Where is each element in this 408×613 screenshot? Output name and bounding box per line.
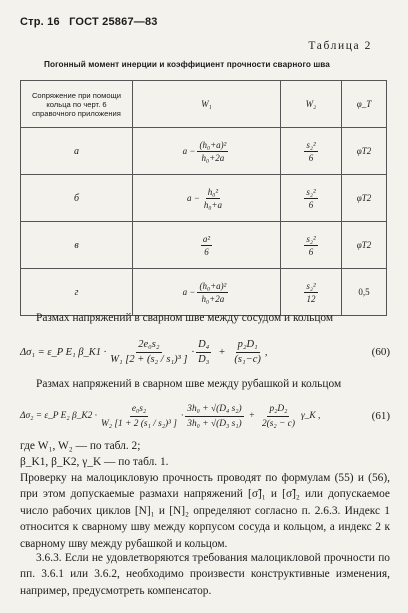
w2-denominator: 6: [308, 152, 314, 163]
w1-formula: [183, 140, 231, 163]
w1-left: a −: [182, 146, 196, 156]
standard-code: ГОСТ 25867—83: [69, 16, 158, 28]
eq61-f1-den-a: W₂ [1 +: [101, 418, 132, 429]
w1-numerator: (h₀+a)²: [199, 139, 227, 150]
header-w1: W₁: [133, 81, 281, 128]
eq60-f1-denominator: [108, 353, 189, 366]
w2-numerator: s₂²: [306, 139, 316, 150]
w1-denominator: h₀+2a: [201, 293, 225, 304]
table-title: Погонный момент инерции и коэффициент прочности сварного шва: [44, 60, 330, 69]
w2-cell: [281, 269, 342, 316]
w1-numerator: h₀²: [207, 186, 219, 197]
w1-fraction: [197, 140, 228, 163]
w2-numerator: s₂²: [306, 186, 316, 197]
w1-left: a −: [182, 287, 196, 297]
phi-value: φT2: [356, 240, 372, 250]
paragraph-weld-jacket-ring: Размах напряжений в сварном шве между рубашкой и кольцом: [36, 378, 342, 390]
equation-61: [20, 396, 390, 436]
w1-denominator: h₀+2a: [201, 152, 225, 163]
phi-value: 0,5: [358, 287, 370, 297]
phi-cell: [342, 269, 387, 316]
eq61-f1-denominator: [99, 417, 179, 430]
eq60-f1-den-a: W₁ [2 +: [110, 353, 145, 365]
table-2: [20, 80, 387, 316]
w1-denominator: 6: [204, 246, 209, 257]
phi-value: φT2: [356, 193, 372, 203]
w2-cell: [281, 128, 342, 175]
paragraph-weld-vessel-ring: Размах напряжений в сварном шве между сосудом и кольцом: [36, 312, 334, 324]
equation-60: [20, 332, 390, 372]
table-row: [21, 222, 387, 269]
eq60-f1-numerator: 2e₀s₂: [136, 339, 161, 353]
header-w2: W₂: [281, 81, 342, 128]
table-number: Таблица 2: [308, 40, 372, 52]
w2-denominator: 12: [306, 293, 316, 304]
w1-numerator: (h₀+a)²: [199, 280, 227, 291]
header-phi: φ_T: [342, 81, 387, 128]
eq60-f3-denominator: (s₁−c): [234, 353, 261, 365]
phi-cell: [342, 222, 387, 269]
eq60-lhs: Δσ₁ = ε_P E₁ β_K1 ·: [20, 346, 107, 358]
paragraph-3-6-3: 3.6.3. Если не удовлетворяются требования малоцикловой прочности по пп. 3.6.1 или 3.6.2, необходимо произвести конструктивные изменения, например, предусмотреть компенсатор.: [20, 552, 390, 597]
eq60-dot: ·: [191, 346, 195, 358]
eq61-f1-numerator: e₀s₂: [130, 403, 148, 417]
eq60-fraction-1: [108, 339, 189, 366]
row-label: г: [21, 269, 133, 316]
row-label: б: [21, 175, 133, 222]
phi-cell: [342, 128, 387, 175]
w2-fraction: [304, 187, 317, 210]
eq60-f2-denominator: D₃: [198, 353, 210, 365]
eq61-f3-numerator: p₂D₂: [267, 403, 289, 417]
legend-line-w: где W₁, W₂ — по табл. 2;: [20, 440, 141, 452]
w1-fraction: [201, 234, 212, 257]
w2-denominator: 6: [308, 246, 314, 257]
legend-block: [20, 438, 390, 471]
table-row: [21, 175, 387, 222]
eq61-dot: ·: [180, 411, 184, 421]
w1-cell: [133, 128, 281, 175]
w1-cell: [133, 175, 281, 222]
w1-cell: [133, 222, 281, 269]
paragraph-low-cycle-check: Проверку на малоцикловую прочность проводят по формулам (55) и (56), при этом допускаемые размахи напряжений [σ̃]₁ и [σ̃]₂ или допускаемое число рабочих циклов [N]₁ и [N]₂ определяют согласно п. 2.6.3. Индекс 1 относится к сварному шву между корпусом сосуда и кольцом, а индекс 2 к сварному шву между рубашкой и кольцом.: [20, 472, 390, 550]
eq60-f2-numerator: D₄: [196, 339, 211, 353]
eq60-f1-den-b: (s₂ / s₁)³ ]: [146, 353, 188, 365]
eq61-tail: γ_K ,: [300, 411, 321, 421]
legend-line-beta: β_K1, β_K2, γ_K — по табл. 1.: [20, 456, 169, 469]
w1-denominator: h₀+a: [203, 199, 223, 210]
table-row: [21, 128, 387, 175]
w1-cell: [133, 269, 281, 316]
table-header-row: [21, 81, 387, 128]
w1-numerator: a²: [202, 233, 211, 244]
w1-formula: [187, 187, 226, 210]
eq60-fraction-3: [232, 339, 262, 366]
header-junction: Сопряжение при помощи кольца по черт. 6 справочного приложения: [21, 81, 133, 128]
w1-formula: [183, 281, 231, 304]
phi-cell: [342, 175, 387, 222]
w1-fraction: [197, 281, 228, 304]
w2-denominator: 6: [308, 199, 314, 210]
eq61-number: (61): [371, 410, 390, 422]
phi-value: φT2: [356, 146, 372, 156]
eq61-plus: +: [248, 411, 255, 421]
w2-fraction: [304, 234, 317, 257]
eq61-f3-denominator: 2(s₂ − c): [261, 418, 295, 429]
w2-numerator: s₂²: [306, 280, 316, 291]
w2-fraction: [304, 140, 317, 163]
eq61-f2-denominator: 3h₀ + √(D₃ s₁): [187, 418, 242, 429]
eq61-fraction-1: [99, 403, 179, 430]
w2-cell: [281, 222, 342, 269]
eq60-fraction-2: [196, 339, 211, 366]
page-header: [20, 16, 158, 28]
w2-fraction: [304, 281, 317, 304]
eq61-fraction-3: [260, 403, 297, 430]
row-label: а: [21, 128, 133, 175]
page-number: Стр. 16: [20, 16, 60, 28]
eq61-fraction-2: [185, 403, 243, 430]
w1-fraction: [202, 187, 224, 210]
row-label: в: [21, 222, 133, 269]
w2-numerator: s₂²: [306, 233, 316, 244]
w1-left: a −: [186, 193, 200, 203]
table-row: [21, 269, 387, 316]
eq61-lhs: Δσ₂ = ε_P E₂ β_K2 ·: [20, 411, 97, 421]
eq60-f3-numerator: p₂D₁: [236, 339, 260, 353]
eq60-number: (60): [371, 346, 390, 358]
w2-cell: [281, 175, 342, 222]
eq61-f1-den-b: 2 (s₁ / s₂)³ ]: [133, 418, 177, 429]
eq61-f2-numerator: 3h₀ + √(D₄ s₂): [185, 403, 243, 417]
eq60-comma: ,: [264, 346, 268, 358]
eq60-plus: +: [218, 346, 226, 358]
